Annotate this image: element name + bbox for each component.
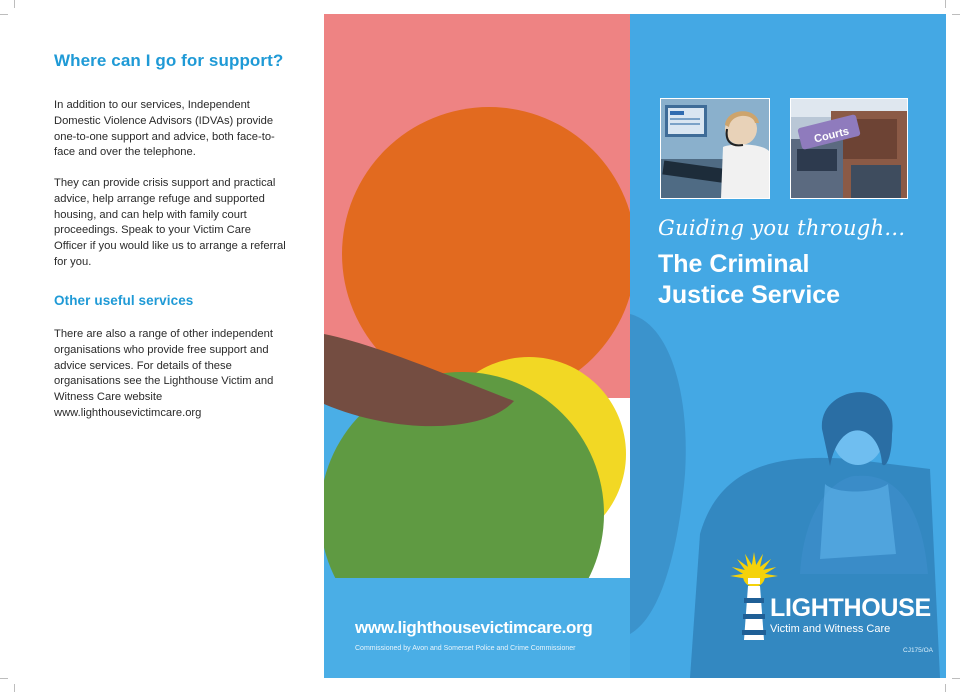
- document-code: CJ175/OA: [903, 647, 933, 654]
- left-panel: [0, 0, 323, 692]
- call-centre-photo: [660, 98, 770, 199]
- courts-photo: [790, 98, 908, 199]
- courts-sign-text: Courts: [812, 125, 851, 146]
- cover-title-line-1: The Criminal: [658, 250, 810, 278]
- crop-mark: [952, 678, 960, 679]
- footer-fill: [567, 578, 630, 654]
- crop-mark: [945, 684, 946, 692]
- support-heading: Where can I go for support?: [54, 51, 284, 70]
- woman-scarf: [820, 484, 896, 559]
- commissioned-text: Commissioned by Avon and Somerset Police and Crime Commissioner: [355, 645, 576, 652]
- cover-tagline: Guiding you through...: [658, 216, 906, 240]
- other-services-paragraph: There are also a range of other independent organisations who provide free support and advice services. For details of these organisations see the Lighthouse Victim and Witness Care website www.lighthousevictimcare.org: [54, 328, 274, 419]
- website-url[interactable]: www.lighthousevictimcare.org: [355, 618, 593, 637]
- crisis-support-paragraph: They can provide crisis support and practical advice, help arrange refuge and supported housing, and can help with family court proceedings. Speak to your Victim Care Officer if you would like us to arrange a referral for you.: [54, 177, 286, 268]
- back-cover-panel: [324, 14, 630, 678]
- overlapping-circles-graphic: [324, 14, 630, 678]
- crop-mark: [952, 14, 960, 15]
- front-cover-panel: [630, 14, 946, 678]
- cover-title-line-2: Justice Service: [658, 281, 841, 309]
- foreground-person-silhouette: [630, 314, 686, 634]
- other-services-heading: Other useful services: [54, 293, 194, 308]
- cover-title: [658, 249, 888, 311]
- idva-paragraph: In addition to our services, Independent Domestic Violence Advisors (IDVAs) provide one-to-one support and advice, both face-to-face and over the telephone.: [54, 99, 275, 159]
- crop-mark: [945, 0, 946, 8]
- logo-name: LIGHTHOUSE: [770, 594, 931, 622]
- logo-subtitle: Victim and Witness Care: [770, 623, 891, 635]
